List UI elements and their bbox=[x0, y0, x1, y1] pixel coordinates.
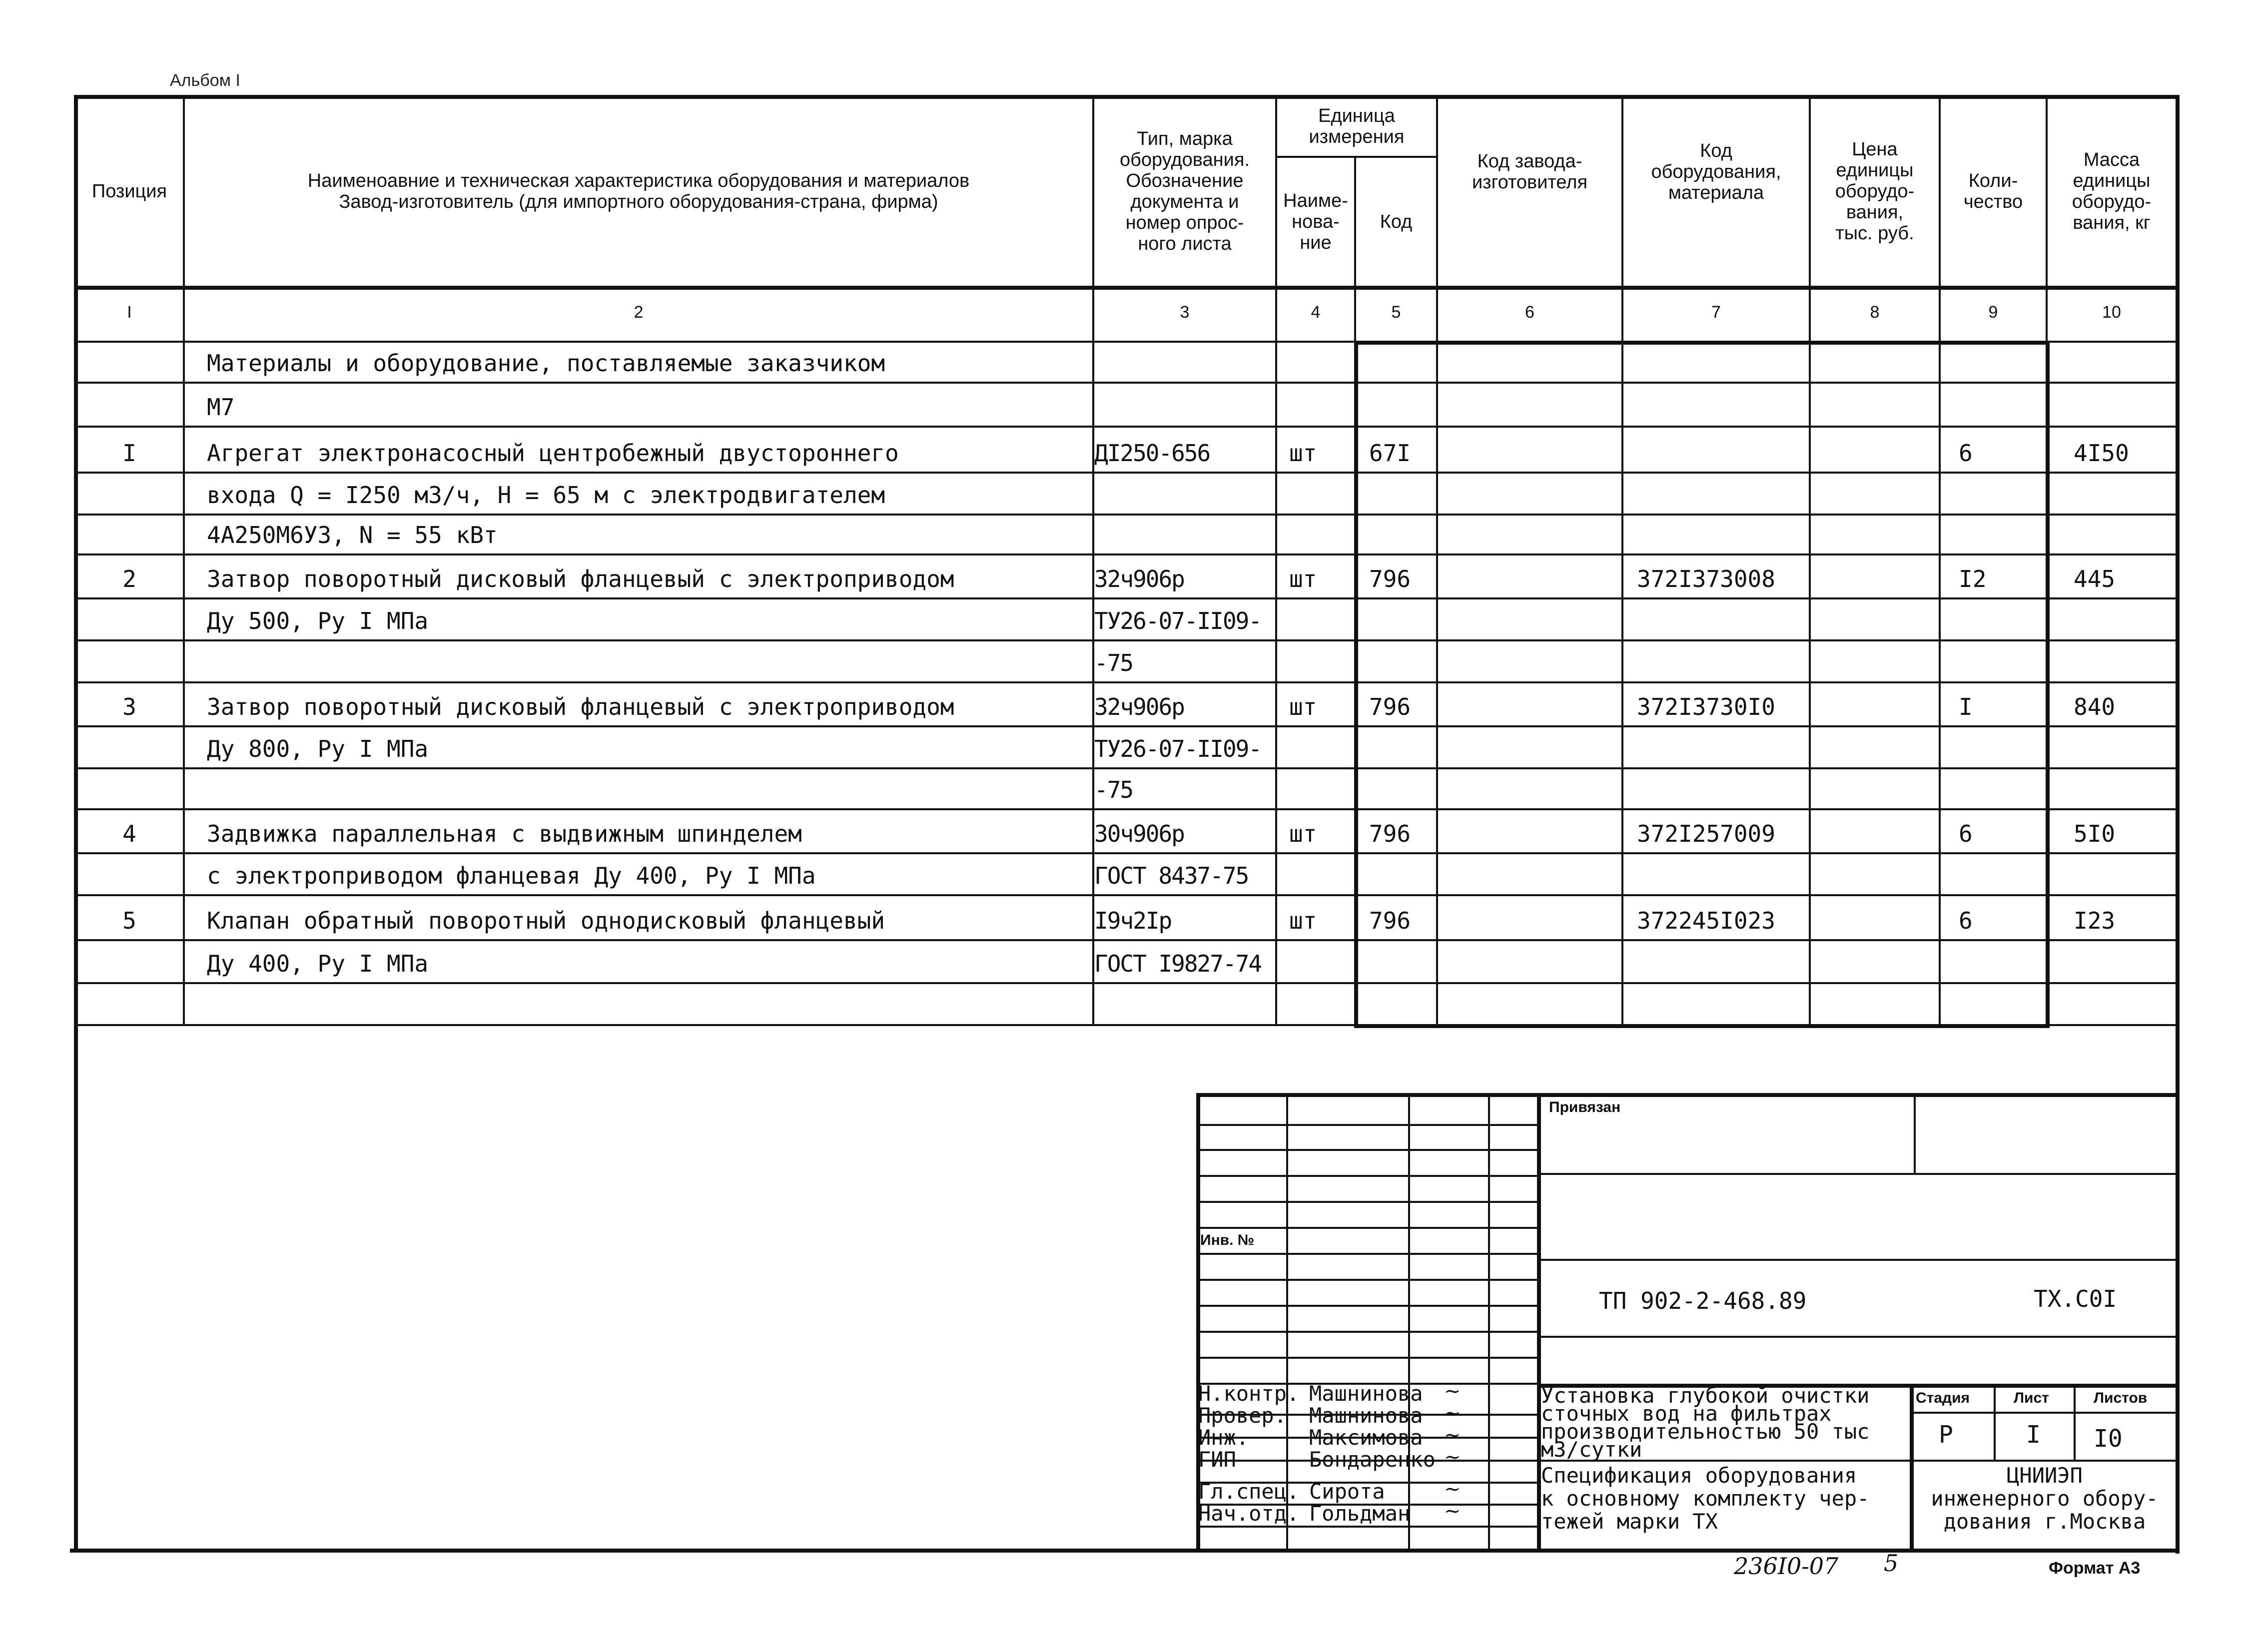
signature-role: Н.контр. bbox=[1198, 1381, 1300, 1406]
drawing-number: 236I0-07 bbox=[1734, 1553, 1839, 1580]
cell-code: 796 bbox=[1369, 907, 1411, 934]
cell-unit: шт bbox=[1289, 693, 1317, 720]
cell-name: Затвор поворотный дисковый фланцевый с электроприводом bbox=[207, 565, 954, 592]
cell-name: Клапан обратный поворотный однодисковый фланцевый bbox=[207, 907, 885, 934]
cell-type: ДI250-656 bbox=[1094, 441, 1210, 466]
organization-line-2: инженерного обору- bbox=[1931, 1486, 2159, 1511]
cell-qty: I bbox=[1959, 693, 1973, 720]
cell-pos: 5 bbox=[122, 907, 136, 934]
signature-name: Машнинова bbox=[1309, 1403, 1423, 1428]
header-price: Цена единицы оборудо- вания, тыс. руб. bbox=[1835, 139, 1915, 244]
stage-label: Стадия bbox=[1916, 1390, 1970, 1406]
col-num-9: 9 bbox=[1988, 303, 1998, 322]
cell-mass: 5I0 bbox=[2074, 820, 2116, 847]
header-type: Тип, марка оборудования. Обозначение документа и номер опрос- ного листа bbox=[1119, 128, 1250, 254]
handwritten-signature: ~ bbox=[1444, 1380, 1461, 1403]
cell-name: М7 bbox=[207, 394, 235, 421]
signature-name: Машнинова bbox=[1309, 1381, 1423, 1406]
header-mass: Масса единицы оборудо- вания, кг bbox=[2072, 149, 2152, 233]
cell-type: ТУ26-07-II09- bbox=[1094, 736, 1262, 761]
privyazan-label: Привязан bbox=[1549, 1099, 1621, 1115]
cell-qty: I2 bbox=[1959, 565, 1987, 592]
cell-name: Ду 400, Ру I МПа bbox=[207, 950, 429, 977]
document-code: ТП 902-2-468.89 bbox=[1599, 1287, 1807, 1314]
handwritten-signature: ~ bbox=[1444, 1446, 1461, 1469]
cell-mass: 840 bbox=[2074, 693, 2116, 720]
cell-pos: I bbox=[122, 440, 136, 467]
signature-role: Гл.спец. bbox=[1198, 1479, 1300, 1504]
spec-title-line-2: к основному комплекту чер- bbox=[1541, 1486, 1870, 1511]
col-num-3: 3 bbox=[1180, 303, 1190, 322]
col-num-10: 10 bbox=[2102, 303, 2121, 322]
cell-equip: 372I3730I0 bbox=[1637, 693, 1775, 720]
header-unit-code: Код bbox=[1380, 211, 1413, 232]
signature-name: Максимова bbox=[1309, 1425, 1423, 1450]
sheet-label: Лист bbox=[2014, 1390, 2049, 1406]
cell-type: -75 bbox=[1094, 777, 1133, 802]
project-title-line-4: м3/сутки bbox=[1541, 1437, 1642, 1462]
cell-name: Ду 500, Ру I МПа bbox=[207, 607, 429, 634]
cell-unit: шт bbox=[1289, 440, 1317, 467]
cell-pos: 4 bbox=[122, 820, 136, 847]
cell-equip: 372I373008 bbox=[1637, 565, 1775, 592]
header-position: Позиция bbox=[91, 181, 167, 202]
sheets-label: Листов bbox=[2094, 1390, 2148, 1406]
cell-equip: 372I257009 bbox=[1637, 820, 1775, 847]
cell-type: 30ч906р bbox=[1094, 821, 1184, 846]
spec-title-line-3: тежей марки ТХ bbox=[1541, 1509, 1718, 1534]
organization-line-1: ЦНИИЭП bbox=[2007, 1463, 2083, 1488]
handwritten-signature: ~ bbox=[1444, 1478, 1461, 1501]
signature-name: Гольдман bbox=[1309, 1501, 1411, 1526]
header-unit-name: Наиме- нова- ние bbox=[1283, 190, 1348, 253]
signature-name: Сирота bbox=[1309, 1479, 1385, 1504]
cell-name: Ду 800, Ру I МПа bbox=[207, 735, 429, 762]
cell-type: -75 bbox=[1094, 650, 1133, 675]
cell-unit: шт bbox=[1289, 565, 1317, 592]
cell-code: 796 bbox=[1369, 693, 1411, 720]
cell-mass: 4I50 bbox=[2074, 440, 2129, 467]
signature-role: Инж. bbox=[1198, 1425, 1249, 1450]
header-quantity: Коли- чество bbox=[1963, 170, 2023, 212]
signature-role: Нач.отд. bbox=[1198, 1501, 1300, 1526]
cell-type: ТУ26-07-II09- bbox=[1094, 608, 1262, 633]
cell-type: 32ч906р bbox=[1094, 566, 1184, 591]
col-num-4: 4 bbox=[1311, 303, 1321, 322]
sheet-value: I bbox=[2026, 1421, 2041, 1449]
cell-code: 67I bbox=[1369, 440, 1411, 467]
col-num-8: 8 bbox=[1870, 303, 1880, 322]
signature-role: ГИП bbox=[1198, 1447, 1236, 1472]
spec-title-line-1: Спецификация оборудования bbox=[1541, 1463, 1857, 1488]
col-num-7: 7 bbox=[1711, 303, 1721, 322]
cell-name: входа Q = I250 м3/ч, Н = 65 м с электродвигателем bbox=[207, 482, 885, 509]
col-num-6: 6 bbox=[1525, 303, 1534, 322]
cell-unit: шт bbox=[1289, 820, 1317, 847]
organization-line-3: дования г.Москва bbox=[1943, 1509, 2146, 1534]
signature-name: Бондаренко bbox=[1309, 1447, 1436, 1472]
handwritten-signature: ~ bbox=[1444, 1424, 1461, 1447]
stage-value: Р bbox=[1939, 1421, 1953, 1449]
cell-qty: 6 bbox=[1959, 820, 1973, 847]
sheets-value: I0 bbox=[2094, 1425, 2123, 1453]
col-num-5: 5 bbox=[1391, 303, 1401, 322]
cell-name: с электроприводом фланцевая Ду 400, Ру I МПа bbox=[207, 862, 816, 889]
header-name: Наименоавние и техническая характеристика оборудования и материалов Завод-изготовитель (для импортного оборудования-страна, фирма) bbox=[307, 170, 970, 212]
format-label: Формат А3 bbox=[2049, 1559, 2141, 1578]
cell-unit: шт bbox=[1289, 907, 1317, 934]
page-number: 5 bbox=[1884, 1550, 1899, 1577]
cell-type: I9ч2Iр bbox=[1094, 908, 1172, 933]
cell-qty: 6 bbox=[1959, 907, 1973, 934]
col-num-1: I bbox=[127, 303, 132, 322]
cell-name: Материалы и оборудование, поставляемые заказчиком bbox=[207, 350, 885, 377]
cell-pos: 2 bbox=[122, 565, 136, 592]
project-title-line-2: сточных вод на фильтрах bbox=[1541, 1401, 1832, 1426]
project-title-line-1: Установка глубокой очистки bbox=[1541, 1383, 1870, 1408]
cell-type: ГОСТ I9827-74 bbox=[1094, 951, 1262, 976]
cell-qty: 6 bbox=[1959, 440, 1973, 467]
sheet-code: ТХ.С0I bbox=[2034, 1285, 2117, 1312]
cell-code: 796 bbox=[1369, 820, 1411, 847]
cell-name: Агрегат электронасосный центробежный двустороннего bbox=[207, 440, 899, 467]
cell-mass: I23 bbox=[2074, 907, 2116, 934]
cell-type: 32ч906р bbox=[1094, 694, 1184, 719]
header-unit-group: Единица измерения bbox=[1309, 105, 1405, 147]
cell-pos: 3 bbox=[122, 693, 136, 720]
cell-type: ГОСТ 8437-75 bbox=[1094, 863, 1249, 888]
project-title-line-3: производительностью 50 тыс bbox=[1541, 1419, 1870, 1444]
col-num-2: 2 bbox=[634, 303, 644, 322]
cell-equip: 372245I023 bbox=[1637, 907, 1775, 934]
cell-name: 4А250М6УЗ, N = 55 кВт bbox=[207, 522, 498, 549]
header-equipment-code: Код оборудования, материала bbox=[1651, 140, 1781, 203]
handwritten-signature: ~ bbox=[1444, 1500, 1461, 1523]
cell-name: Задвижка параллельная с выдвижным шпинделем bbox=[207, 820, 802, 847]
header-factory-code: Код завода- изготовителя bbox=[1472, 151, 1588, 193]
inv-no-label: Инв. № bbox=[1200, 1232, 1255, 1248]
cell-mass: 445 bbox=[2074, 565, 2116, 592]
handwritten-signature: ~ bbox=[1444, 1402, 1461, 1425]
cell-name: Затвор поворотный дисковый фланцевый с электроприводом bbox=[207, 693, 954, 720]
signature-role: Провер. bbox=[1198, 1403, 1287, 1428]
cell-code: 796 bbox=[1369, 565, 1411, 592]
album-label: Альбом I bbox=[170, 71, 240, 90]
